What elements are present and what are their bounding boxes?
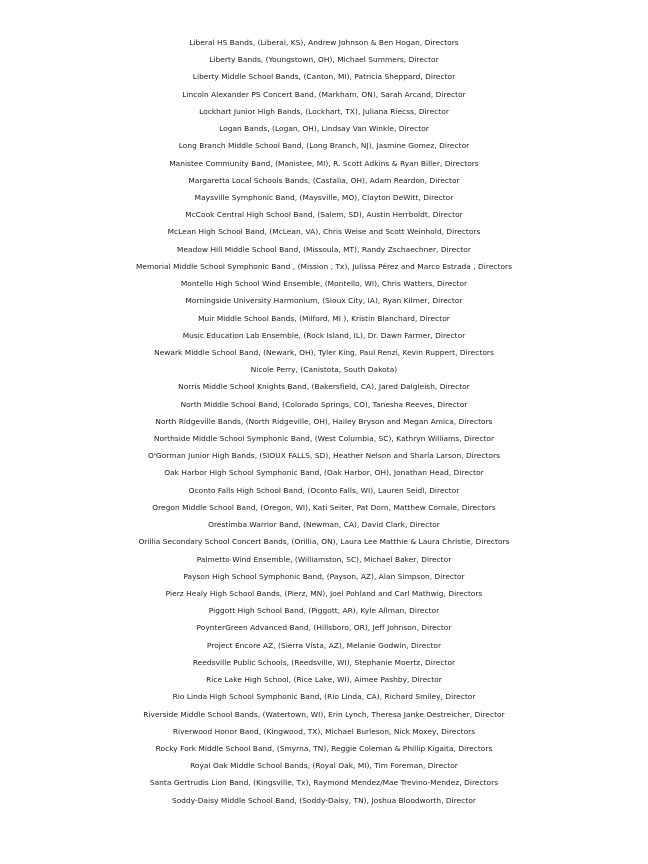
list-item: Norris Middle School Knights Band, (Bakersfield, CA), Jared Dalgleish, Director — [178, 382, 470, 392]
list-item: Piggott High School Band, (Piggott, AR), Kyle Allman, Director — [208, 606, 440, 616]
list-item: PoynterGreen Advanced Band, (Hillsboro, OR), Jeff Johnson, Director — [196, 623, 452, 633]
list-item: Rio Linda High School Symphonic Band, (Rio Linda, CA), Richard Smiley, Director — [172, 692, 476, 702]
list-item: Orillia Secondary School Concert Bands, (Orillia, ON), Laura Lee Matthie & Laura Christie, Directors — [138, 537, 510, 547]
list-item: Riverside Middle School Bands, (Watertown, WI), Erin Lynch, Theresa Janke Oestreicher, Director — [143, 709, 505, 719]
list-item: North Ridgeville Bands, (North Ridgeville, OH), Hailey Bryson and Megan Amica, Directors — [155, 416, 493, 426]
list-item: Payson High School Symphonic Band, (Payson, AZ), Alan Simpson, Director — [183, 571, 465, 581]
list-item: Logan Bands, (Logan, OH), Lindsay Van Winkle, Director — [219, 124, 429, 134]
list-item: Palmetto Wind Ensemble, (Williamston, SC), Michael Baker, Director — [196, 554, 452, 564]
list-item: Project Encore AZ, (Sierra Vista, AZ), Melanie Godwin, Director — [206, 640, 442, 650]
list-item: Muir Middle School Bands, (Milford, MI ), Kristin Blanchard, Director — [198, 313, 450, 323]
list-item: Rice Lake High School, (Rice Lake, WI), Aimee Pashby, Director — [206, 675, 442, 685]
list-item: Oconto Falls High School Band, (Oconto Falls, WI), Lauren Seidl, Director — [188, 485, 460, 495]
list-item: Montello High School Wind Ensemble, (Montello, WI), Chris Watters, Director — [180, 279, 468, 289]
list-item: Music Education Lab Ensemble, (Rock Island, IL), Dr. Dawn Farmer, Director — [182, 330, 466, 340]
list-item: Newark Middle School Band, (Newark, OH), Tyler King, Paul Renzi, Kevin Ruppert, Directors — [154, 347, 494, 357]
list-item: Liberty Middle School Bands, (Canton, MI), Patricia Sheppard, Director — [192, 72, 456, 82]
list-item: Northside Middle School Symphonic Band, (West Columbia, SC), Kathryn Williams, Director — [153, 434, 495, 444]
list-item: Margaretta Local Schools Bands, (Castalia, OH), Adam Reardon, Director — [188, 175, 460, 185]
list-item: North Middle School Band, (Colorado Springs, CO), Tanesha Reeves, Director — [180, 399, 468, 409]
list-item: Nicole Perry, (Canistota, South Dakota) — [250, 365, 398, 375]
list-item: Long Branch Middle School Band, (Long Branch, NJ), Jasmine Gomez, Director — [178, 141, 470, 151]
list-item: Liberty Bands, (Youngstown, OH), Michael Summers, Director — [209, 55, 439, 65]
list-item: Oak Harbor High School Symphonic Band, (Oak Harbor, OH), Jonathan Head, Director — [164, 468, 484, 478]
list-item: Orestimba Warrior Band, (Newman, CA), David Clark, Director — [208, 520, 440, 530]
list-item: McCook Central High School Band, (Salem, SD), Austin Herrboldt, Director — [185, 210, 463, 220]
list-item: Meadow Hill Middle School Band, (Missoula, MT), Randy Zschaechner, Director — [177, 244, 471, 254]
list-item: Reedsville Public Schools, (Reedsville, WI), Stephanie Moertz, Director — [192, 657, 456, 667]
list-item: Lockhart Junior High Bands, (Lockhart, TX), Juliana Riecss, Director — [199, 106, 449, 116]
list-item: Manistee Community Band, (Manistee, MI), R. Scott Adkins & Ryan Biller, Directors — [169, 158, 479, 168]
list-item: Memorial Middle School Symphonic Band , (Mission , Tx), Julissa Pérez and Marco Estrada , Directors — [135, 261, 513, 271]
list-item: Pierz Healy High School Bands, (Pierz, MN), Joel Pohland and Carl Mathwig, Directors — [165, 589, 483, 598]
list-item: Oregon Middle School Band, (Oregon, WI), Kati Seiter, Pat Dorn, Matthew Cornale, Directors — [152, 502, 496, 512]
list-item: Maysville Symphonic Band, (Maysville, MO), Clayton DeWitt, Director — [194, 192, 454, 202]
list-item: Santa Gertrudis Lion Band, (Kingsville, Tx), Raymond Mendez/Mae Trevino-Mendez, Directors — [149, 778, 499, 788]
list-item: Royal Oak Middle School Bands, (Royal Oak, MI), Tim Foreman, Director — [190, 761, 458, 771]
list-item: Soddy-Daisy Middle School Band, (Soddy-Daisy, TN), Joshua Bloodworth, Director — [171, 795, 476, 805]
list-item: Riverwood Honor Band, (Kingwood, TX), Michael Burleson, Nick Moxey, Directors — [172, 726, 476, 736]
list-item: McLean High School Band, (McLean, VA), Chris Weise and Scott Weinhold, Directors — [167, 227, 481, 237]
list-item: Morningside University Harmonium, (Sioux City, IA), Ryan Kilmer, Director — [185, 296, 463, 306]
list-item: Liberal HS Bands, (Liberal, KS), Andrew Johnson & Ben Hogan, Directors — [189, 38, 459, 47]
list-item: O'Gorman Junior High Bands, (SIOUX FALLS, SD), Heather Nelson and Sharla Larson, Directors — [147, 451, 501, 461]
ensemble-list — [0, 34, 648, 809]
list-item: Rocky Fork Middle School Band, (Smyrna, TN), Reggie Coleman & Phillip Kigaita, Directors — [155, 743, 493, 753]
list-item: Lincoln Alexander PS Concert Band, (Markham, ON), Sarah Arcand, Director — [182, 89, 466, 99]
